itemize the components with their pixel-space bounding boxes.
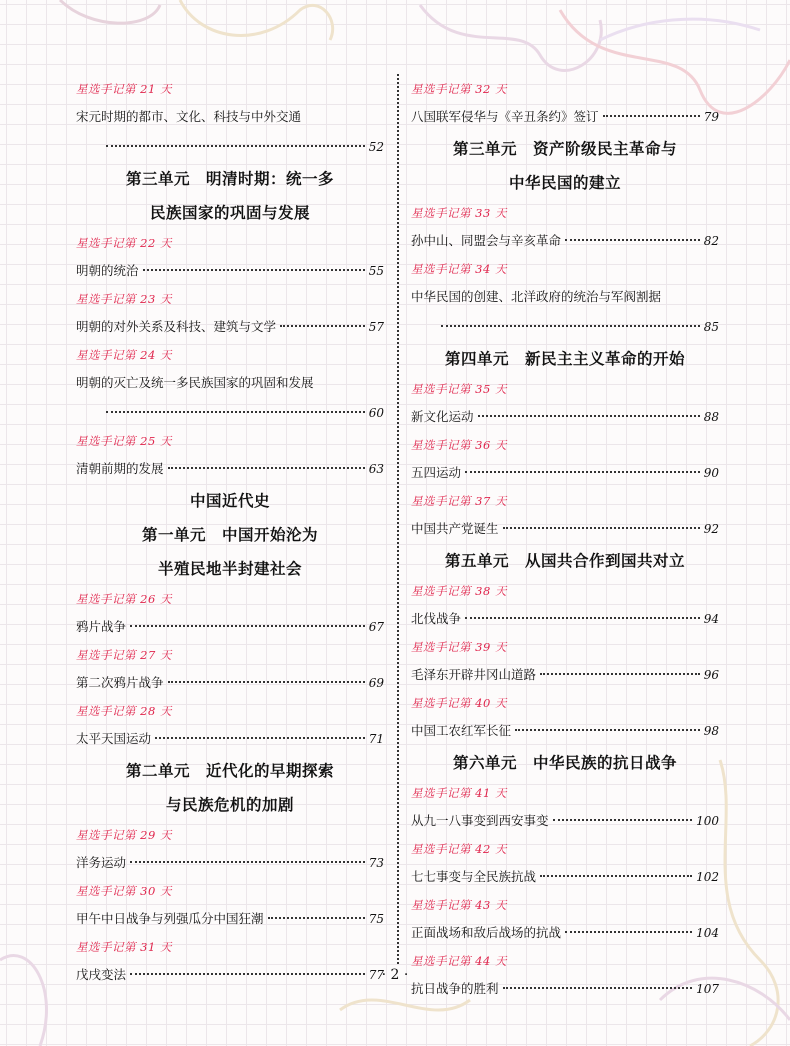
dot-leader xyxy=(168,681,365,683)
day-label: 星选手记第 39 天 xyxy=(411,640,507,654)
unit-heading: 第一单元 中国开始沦为 xyxy=(141,526,318,544)
day-label: 星选手记第 33 天 xyxy=(411,206,507,220)
entry-page: 67 xyxy=(368,620,384,634)
toc-entry[interactable] xyxy=(76,454,384,484)
toc-entry[interactable] xyxy=(411,716,719,746)
entry-page: 104 xyxy=(696,926,719,940)
entry-title: 七七事变与全民族抗战 xyxy=(411,869,537,884)
entry-page: 55 xyxy=(368,264,384,278)
toc-entry[interactable] xyxy=(411,226,719,256)
entry-title: 北伐战争 xyxy=(411,611,462,626)
page-number: · 2 · xyxy=(381,967,409,983)
toc-entry[interactable] xyxy=(76,668,384,698)
toc-entry[interactable] xyxy=(411,402,719,432)
dot-leader xyxy=(280,325,365,327)
unit-heading: 第四单元 新民主主义革命的开始 xyxy=(444,350,685,368)
dot-leader xyxy=(503,527,700,529)
entry-title: 孙中山、同盟会与辛亥革命 xyxy=(411,233,562,248)
entry-title: 洋务运动 xyxy=(76,855,127,870)
entry-title: 抗日战争的胜利 xyxy=(411,981,499,996)
day-label: 星选手记第 26 天 xyxy=(76,592,172,606)
dot-leader xyxy=(503,987,693,989)
toc-entry[interactable] xyxy=(411,660,719,690)
entry-title: 中华民国的创建、北洋政府的统治与军阀割据 xyxy=(411,289,662,304)
day-label: 星选手记第 35 天 xyxy=(411,382,507,396)
day-label: 星选手记第 21 天 xyxy=(76,82,172,96)
dot-leader xyxy=(441,325,700,327)
entry-title: 明朝的对外关系及科技、建筑与文学 xyxy=(76,319,277,334)
dot-leader xyxy=(540,875,692,877)
toc-entry[interactable] xyxy=(411,458,719,488)
toc-left-column xyxy=(76,76,384,990)
toc-entry[interactable] xyxy=(76,102,384,162)
day-label: 星选手记第 32 天 xyxy=(411,82,507,96)
entry-title: 从九一八事变到西安事变 xyxy=(411,813,549,828)
toc-entry[interactable] xyxy=(411,806,719,836)
day-label: 星选手记第 44 天 xyxy=(411,954,507,968)
dot-leader xyxy=(268,917,365,919)
entry-title: 明朝的灭亡及统一多民族国家的巩固和发展 xyxy=(76,375,314,390)
entry-title: 中国共产党诞生 xyxy=(411,521,499,536)
entry-page: 92 xyxy=(703,522,719,536)
dot-leader xyxy=(515,729,700,731)
dot-leader xyxy=(553,819,693,821)
day-label: 星选手记第 27 天 xyxy=(76,648,172,662)
unit-heading: 第六单元 中华民族的抗日战争 xyxy=(452,754,677,772)
dot-leader xyxy=(565,239,700,241)
unit-heading: 与民族危机的加剧 xyxy=(165,796,294,814)
entry-title: 宋元时期的都市、文化、科技与中外交通 xyxy=(76,109,302,124)
entry-title: 五四运动 xyxy=(411,465,462,480)
unit-heading: 中国近代史 xyxy=(189,492,270,510)
day-label: 星选手记第 34 天 xyxy=(411,262,507,276)
entry-page: 63 xyxy=(368,462,384,476)
day-label: 星选手记第 25 天 xyxy=(76,434,172,448)
day-label: 星选手记第 24 天 xyxy=(76,348,172,362)
entry-title: 清朝前期的发展 xyxy=(76,461,164,476)
day-label: 星选手记第 22 天 xyxy=(76,236,172,250)
day-label: 星选手记第 43 天 xyxy=(411,898,507,912)
entry-page: 75 xyxy=(368,912,384,926)
entry-page: 71 xyxy=(368,732,384,746)
entry-page: 90 xyxy=(703,466,719,480)
dot-leader xyxy=(565,931,692,933)
toc-entry[interactable] xyxy=(76,848,384,878)
entry-page: 52 xyxy=(368,140,384,154)
dot-leader xyxy=(478,415,700,417)
entry-title: 毛泽东开辟井冈山道路 xyxy=(411,667,537,682)
dot-leader xyxy=(465,471,700,473)
toc-entry[interactable] xyxy=(411,604,719,634)
entry-page: 57 xyxy=(368,320,384,334)
day-label: 星选手记第 29 天 xyxy=(76,828,172,842)
dot-leader xyxy=(106,145,365,147)
dot-leader xyxy=(106,411,365,413)
entry-title: 八国联军侵华与《辛丑条约》签订 xyxy=(411,109,599,124)
dot-leader xyxy=(155,737,365,739)
dot-leader xyxy=(130,625,365,627)
entry-title: 第二次鸦片战争 xyxy=(76,675,164,690)
day-label: 星选手记第 37 天 xyxy=(411,494,507,508)
day-label: 星选手记第 30 天 xyxy=(76,884,172,898)
entry-page: 73 xyxy=(368,856,384,870)
unit-heading: 第三单元 资产阶级民主革命与 xyxy=(452,140,677,158)
dot-leader xyxy=(465,617,700,619)
toc-entry[interactable] xyxy=(76,724,384,754)
entry-page: 82 xyxy=(703,234,719,248)
day-label: 星选手记第 36 天 xyxy=(411,438,507,452)
day-label: 星选手记第 40 天 xyxy=(411,696,507,710)
entry-page: 69 xyxy=(368,676,384,690)
unit-heading: 第三单元 明清时期：统一多 xyxy=(125,170,334,188)
day-label: 星选手记第 28 天 xyxy=(76,704,172,718)
dot-leader xyxy=(603,115,700,117)
entry-page: 98 xyxy=(703,724,719,738)
day-label: 星选手记第 31 天 xyxy=(76,940,172,954)
entry-page: 96 xyxy=(703,668,719,682)
toc-entry[interactable] xyxy=(411,102,719,132)
entry-title: 正面战场和敌后战场的抗战 xyxy=(411,925,562,940)
entry-title: 鸦片战争 xyxy=(76,619,127,634)
toc-entry[interactable] xyxy=(76,256,384,286)
entry-title: 太平天国运动 xyxy=(76,731,152,746)
day-label: 星选手记第 38 天 xyxy=(411,584,507,598)
entry-title: 中国工农红军长征 xyxy=(411,723,512,738)
entry-title: 新文化运动 xyxy=(411,409,474,424)
day-label: 星选手记第 23 天 xyxy=(76,292,172,306)
entry-page: 60 xyxy=(368,406,384,420)
unit-heading: 中华民国的建立 xyxy=(508,174,621,192)
entry-page: 100 xyxy=(696,814,719,828)
toc-entry[interactable] xyxy=(411,918,719,948)
unit-heading: 第五单元 从国共合作到国共对立 xyxy=(444,552,685,570)
entry-page: 88 xyxy=(703,410,719,424)
toc-entry[interactable] xyxy=(411,862,719,892)
toc-entry[interactable] xyxy=(76,312,384,342)
toc-entry[interactable] xyxy=(76,368,384,428)
dot-leader xyxy=(143,269,365,271)
dot-leader xyxy=(540,673,700,675)
day-label: 星选手记第 42 天 xyxy=(411,842,507,856)
entry-page: 107 xyxy=(696,982,719,996)
entry-page: 94 xyxy=(703,612,719,626)
toc-entry[interactable] xyxy=(411,282,719,342)
unit-heading: 第二单元 近代化的早期探索 xyxy=(125,762,334,780)
entry-title: 甲午中日战争与列强瓜分中国狂潮 xyxy=(76,911,264,926)
toc-entry[interactable] xyxy=(411,514,719,544)
toc-entry[interactable] xyxy=(76,904,384,934)
dot-leader xyxy=(168,467,365,469)
unit-heading: 民族国家的巩固与发展 xyxy=(149,204,310,222)
day-label: 星选手记第 41 天 xyxy=(411,786,507,800)
entry-title: 明朝的统治 xyxy=(76,263,139,278)
entry-page: 85 xyxy=(703,320,719,334)
entry-page: 102 xyxy=(696,870,719,884)
entry-title: 戊戌变法 xyxy=(76,967,127,982)
toc-right-column xyxy=(411,76,719,1004)
column-divider xyxy=(397,74,399,964)
entry-page: 77 xyxy=(368,968,384,982)
unit-heading: 半殖民地半封建社会 xyxy=(157,560,302,578)
dot-leader xyxy=(130,861,365,863)
entry-page: 79 xyxy=(703,110,719,124)
toc-entry[interactable] xyxy=(76,612,384,642)
